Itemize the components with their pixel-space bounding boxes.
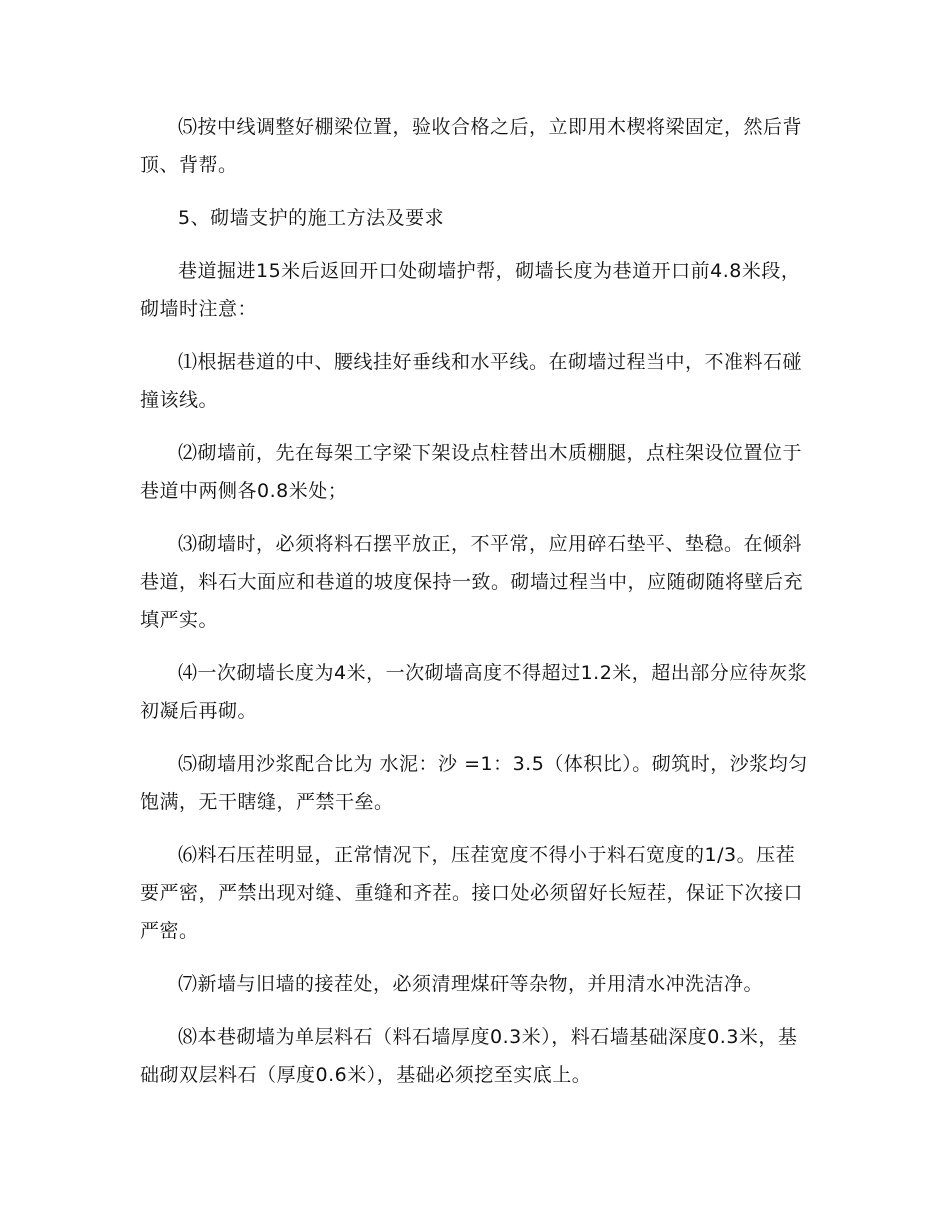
paragraph-item-8: ⑻本巷砌墙为单层料石（料石墙厚度0.3米），料石墙基础深度0.3米，基础砌双层料石（厚度0.6米），基础必须挖至实底上。 (140, 1026, 798, 1086)
paragraph-item-4: ⑷一次砌墙长度为4米，一次砌墙高度不得超过1.2米，超出部分应待灰浆初凝后再砌。 (140, 662, 808, 722)
section-heading-masonry-support: 5、砌墙支护的施工方法及要求 (178, 207, 445, 229)
paragraph-step-5-beam-fixing: ⑸按中线调整好棚梁位置，验收合格之后，立即用木楔将梁固定，然后背顶、背帮。 (140, 116, 803, 176)
paragraph-masonry-intro: 巷道掘进15米后返回开口处砌墙护帮，砌墙长度为巷道开口前4.8米段，砌墙时注意： (140, 260, 801, 320)
paragraph-item-1: ⑴根据巷道的中、腰线挂好垂线和水平线。在砌墙过程当中，不准料石碰撞该线。 (140, 351, 803, 411)
paragraph-item-3: ⑶砌墙时，必须将料石摆平放正，不平常，应用碎石垫平、垫稳。在倾斜巷道，料石大面应和巷道的坡度保持一致。砌墙过程当中，应随砌随将壁后充填严实。 (140, 533, 804, 631)
paragraph-item-7: ⑺新墙与旧墙的接茬处，必须清理煤矸等杂物，并用清水冲洗洁净。 (178, 973, 764, 995)
paragraph-item-5: ⑸砌墙用沙浆配合比为 水泥：沙 =1：3.5（体积比）。砌筑时，沙浆均匀饱满，无干瞎缝，严禁干垒。 (140, 753, 808, 813)
document-body (140, 108, 810, 1109)
paragraph-item-6: ⑹料石压茬明显，正常情况下，压茬宽度不得小于料石宽度的1/3。压茬要严密，严禁出现对缝、重缝和齐茬。接口处必须留好长短茬，保证下次接口严密。 (140, 844, 804, 942)
paragraph-item-2: ⑵砌墙前，先在每架工字梁下架设点柱替出木质棚腿，点柱架设位置位于巷道中两侧各0.8米处； (140, 442, 803, 502)
